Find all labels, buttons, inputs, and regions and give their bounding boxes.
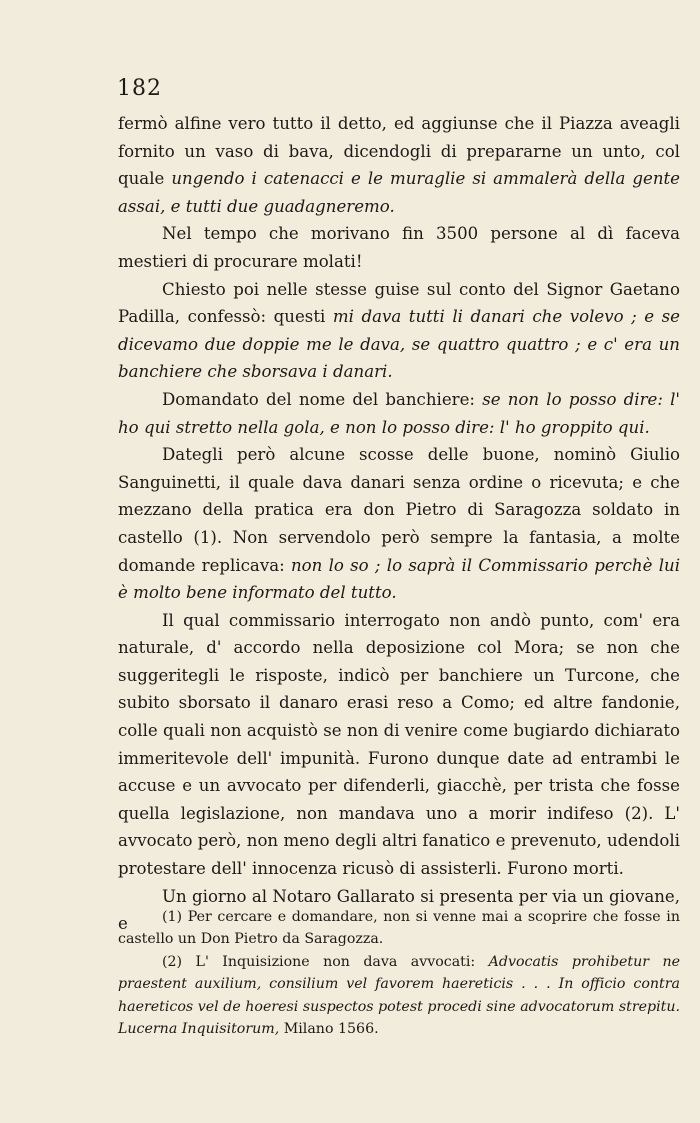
footnote-2-segment: Advocatis prohibetur ne praestent auxilium, consilium vel favorem haereticis . . . In officio contra haereticos vel de hoeresi suspectos potest procedi sine advocatorum strepitu. Lucerna Inquisitorum,: [118, 953, 681, 1038]
footnote-1: [118, 906, 680, 951]
footnote-1-segment: (1) Per cercare e domandare, non si venne mai a scoprire che fosse in castello un Don Pietro da Saragozza.: [118, 909, 680, 948]
paragraph-6-segment: Il qual commissario interrogato non andò punto, com' era naturale, d' accordo nella deposizione col Mora; se non che suggeritegli le risposte, indicò per banchiere un Turcone, che subito sborsato il danaro erasi reso a Como; ed altre fandonie, colle quali non acquistò se non di venire come bugiardo dichiarato immeritevole dell' impunità. Furono dunque date ad entrambi le accuse e un avvocato per difenderli, giacchè, per trista che fosse quella legislazione, non mandava uno a morir indifeso (2). L' avvocato però, non meno degli altri fanatico e prevenuto, udendoli protestare dell' innocenza ricusò di assisterli. Furono morti.: [118, 610, 680, 879]
paragraph-2-segment: Nel tempo che morivano fin 3500 persone al dì faceva mestieri di procurare molati!: [118, 224, 680, 271]
footnotes: [118, 906, 680, 1040]
paragraph-1-segment: ungendo i catenacci e le muraglie si ammalerà della gente assai, e tutti due guadagneremo.: [118, 169, 680, 216]
paragraph-3-segment: Chiesto poi nelle stesse guise sul conto del Signor Gaetano Padilla, confessò: questi: [118, 279, 680, 327]
paragraph-5: [118, 441, 680, 607]
paragraph-5-segment: Dategli però alcune scosse delle buone, nominò Giulio Sanguinetti, il quale dava danari senza ordine o ricevuta; e che mezzano della pratica era don Pietro di Saragozza soldato in castello (1). Non servendolo però sempre la fantasia, a molte domande replicava:: [118, 445, 680, 575]
paragraph-1: [118, 110, 680, 220]
footnote-2-segment: Milano 1566.: [279, 1021, 379, 1038]
paragraph-3-segment: mi dava tutti li danari che volevo ; e se dicevamo due doppie me le dava, se quattro quattro ; e c' era un banchiere che sborsava i danari.: [118, 307, 681, 382]
paragraph-6: [118, 607, 680, 883]
paragraph-5-segment: non lo so ; lo saprà il Commissario perchè lui è molto bene informato del tutto.: [118, 555, 681, 603]
footnote-2: [118, 951, 680, 1041]
paragraph-4: [118, 386, 680, 441]
paragraph-1-segment: fermò alfine vero tutto il detto, ed aggiunse che il Piazza aveagli fornito un vaso di bava, dicendogli di prepararne un unto, col quale: [118, 114, 680, 189]
paragraph-4-segment: Domandato del nome del banchiere:: [162, 389, 483, 409]
paragraph-7-segment: Un giorno al Notaro Gallarato si presenta per via un giovane, e: [118, 886, 680, 934]
footnote-2-segment: (2) L' Inquisizione non dava avvocati:: [162, 953, 489, 970]
body-text: [118, 110, 680, 938]
paragraph-3: [118, 276, 680, 386]
paragraph-2: [118, 220, 680, 275]
page-number: 182: [117, 76, 162, 101]
paragraph-4-segment: se non lo posso dire: l' ho qui stretto nella gola, e non lo posso dire: l' ho groppito qui.: [118, 389, 680, 437]
